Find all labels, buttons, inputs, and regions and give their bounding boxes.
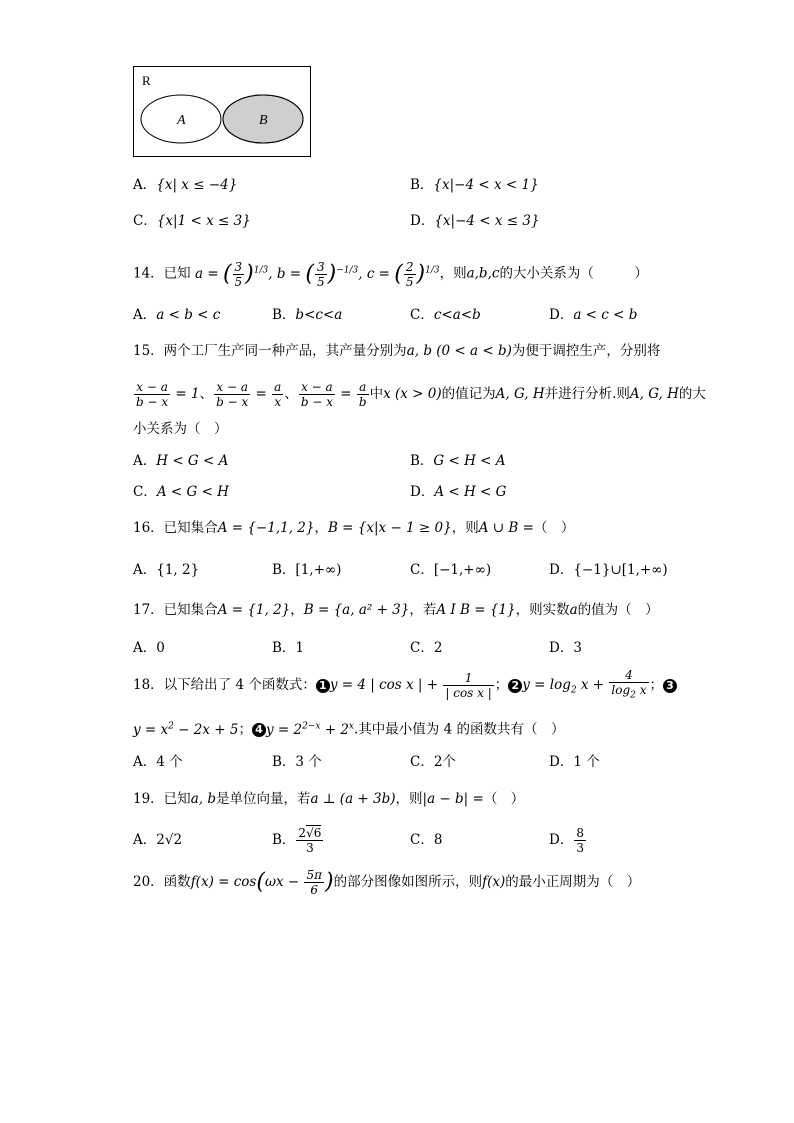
q16-option-d[interactable] (549, 560, 668, 580)
q16-prefix: 16．已知集合 (133, 520, 218, 536)
option-expr: {x|−4 < x < 1} (433, 177, 539, 193)
circled-2-icon: 2 (508, 679, 522, 693)
q17-option-d[interactable] (549, 638, 582, 658)
q17-mid: ，若 (409, 602, 437, 618)
q18-option-a[interactable] (133, 752, 183, 772)
q15-x-cond: x (x > 0) (383, 386, 442, 402)
option-expr: {1, 2} (156, 562, 200, 578)
option-expr: [−1,+∞) (433, 562, 492, 578)
option-letter: C． (410, 754, 434, 770)
q14-option-d[interactable] (549, 305, 637, 325)
circled-4-icon: 4 (252, 723, 266, 737)
option-expr: 3 (573, 640, 582, 656)
q20-tail: 的最小正周期为（ ） (505, 874, 641, 890)
q18-f1: y = 4 | cos x | + $\frac{1}{\text{| cos x |}}$ (329, 671, 492, 700)
q14-vars: a,b,c (466, 265, 500, 282)
q17-tail: ，则实数 (515, 602, 570, 618)
q19-stem (133, 789, 524, 809)
q16-option-c[interactable] (410, 560, 491, 580)
q15-option-c[interactable] (133, 482, 229, 502)
option-letter: C． (410, 640, 434, 656)
q20-stem (133, 865, 640, 900)
q14-option-a[interactable] (133, 305, 220, 325)
q14-tail: 的大小关系为（ ） (499, 265, 648, 282)
option-letter: B． (272, 754, 296, 770)
q15-text: 中 (369, 386, 384, 402)
q19-option-c[interactable] (410, 830, 442, 850)
option-letter: B． (272, 640, 296, 656)
q17-prefix: 17．已知集合 (133, 602, 218, 618)
q19-tail: （ ） (483, 791, 525, 807)
q20-prefix: 20．函数 (133, 874, 191, 890)
option-letter: B． (272, 307, 296, 323)
option-expr: H < G < A (156, 453, 229, 469)
option-letter: B． (272, 832, 296, 848)
option-letter: D． (549, 307, 574, 323)
option-expr: 8 (433, 832, 443, 848)
q18-line2: $y = x^2 - 2x + 5$； 4 $y = 2^{2-x} + 2^x$.其中最小值为 4 的函数共有（ ） (133, 721, 565, 738)
option-expr: b<c<a (295, 307, 343, 323)
q18-option-c[interactable] (410, 752, 456, 772)
option-expr: 0 (156, 640, 165, 656)
q18-tail: .其中最小值为 4 的函数共有（ ） (354, 721, 565, 738)
option-expr: c<a<b (433, 307, 481, 323)
option-expr: G < H < A (433, 453, 506, 469)
option-expr: $\frac{8}{3}$ (576, 826, 584, 855)
q15-text: 为便于调控生产，分别将 (511, 343, 661, 359)
q14-option-b[interactable] (272, 305, 342, 325)
q15-text: 的大 (678, 386, 706, 402)
q15-agh: A, G, H (495, 386, 545, 402)
universe-label: R (142, 73, 151, 88)
q18-f2: $y = \log_2 x$ + $\frac{4}{\log_2 x}$ (522, 668, 647, 701)
option-expr: [1,+∞) (295, 562, 342, 578)
q20-func: f(x) = cos(ωx − $\frac{5\pi}{6}$ ) (190, 868, 334, 897)
q17-var: a (569, 602, 578, 618)
option-expr: {x|−4 < x ≤ 3} (434, 213, 540, 229)
option-letter: C． (133, 213, 157, 229)
option-expr: 3 个 (295, 754, 322, 770)
option-expr: {x|1 < x ≤ 3} (156, 213, 251, 229)
q19-prefix: 19．已知 (133, 791, 191, 807)
option-letter: D． (549, 562, 574, 578)
option-expr: 4 个 (156, 754, 183, 770)
q17-set-a: A = {1, 2} (217, 602, 291, 618)
option-letter: D． (410, 213, 435, 229)
q16-stem: 16．已知集合A = {−1,1, 2}，B = {x|x − 1 ≥ 0}，则A ∪ B =（ ） (133, 520, 575, 536)
q20-fx: f(x) (482, 874, 506, 890)
q15-text: 的值记为 (441, 386, 496, 402)
q20-mid: 的部分图像如图所示，则 (333, 874, 483, 890)
option-expr: 2√2 (156, 832, 183, 848)
q17-option-b[interactable] (272, 638, 304, 658)
q18-f4: $y = 2^{2-x} + 2^x$ (265, 721, 354, 738)
option-expr: a < b < c (156, 307, 221, 323)
q13-option-b[interactable] (410, 175, 539, 195)
q16-tail: （ ） (533, 520, 575, 536)
q15-agh2: A, G, H (629, 386, 679, 402)
option-expr: {x| x ≤ −4} (156, 177, 238, 193)
q17-stem: 17．已知集合A = {1, 2}，B = {a, a² + 3}，若A I B = {1}，则实数a的值为（ ） (133, 602, 659, 618)
q15-vars-ab: a, b (0 < a < b) (406, 343, 512, 359)
option-letter: A． (133, 640, 157, 656)
option-expr: 1 个 (573, 754, 600, 770)
option-expr: a < c < b (573, 307, 638, 323)
option-expr: 2个 (433, 754, 456, 770)
q19-mid2: ，则 (395, 791, 423, 807)
option-letter: D． (549, 640, 574, 656)
q18-f3: $y = x^2 - 2x + 5$ (133, 721, 239, 738)
q17-option-a[interactable] (133, 638, 165, 658)
q14-option-c[interactable] (410, 305, 481, 325)
circled-1-icon: 1 (316, 679, 330, 693)
q17-tail2: 的值为（ ） (577, 602, 659, 618)
q17-option-c[interactable] (410, 638, 442, 658)
option-expr: A < G < H (156, 484, 229, 500)
q16-option-b[interactable] (272, 560, 341, 580)
q19-cond: a ⊥ (a + 3b) (310, 791, 396, 807)
q19-option-a[interactable] (133, 830, 182, 850)
q19-vecs: a, b (190, 791, 216, 807)
q15-line2: $\frac{x - a}{b - x}$ = 1、 $\frac{x - a}{b - x}$ = $\frac{a}{x}$ 、 $\frac{x - a}{b - x}$ = $\frac{a}{b}$ 中x (x > 0)的值记为A, G, H并进行分析.则A, G, H的大 (133, 377, 706, 411)
q15-eq2: $\frac{x - a}{b - x}$ = $\frac{a}{x}$ (216, 380, 282, 409)
option-letter: D． (549, 754, 574, 770)
option-expr: {−1}∪[1,+∞) (573, 562, 668, 578)
q14-stem (133, 256, 648, 289)
q15-option-a[interactable] (133, 451, 228, 471)
option-letter: C． (133, 484, 157, 500)
option-letter: B． (410, 177, 434, 193)
option-letter: A． (133, 562, 157, 578)
q15-line3: 小关系为（ ） (133, 421, 228, 437)
option-expr: 2 (433, 640, 443, 656)
q19-expr: |a − b| = (422, 791, 484, 807)
q13-option-d[interactable] (410, 211, 540, 231)
option-letter: B． (410, 453, 434, 469)
q16-option-a[interactable] (133, 560, 199, 580)
q19-mid: 是单位向量，若 (215, 791, 311, 807)
option-expr: $\frac{2√6}{3}$ (298, 826, 322, 855)
set-b-label: B (259, 113, 268, 128)
venn-diagram (133, 66, 311, 157)
option-expr: 1 (295, 640, 305, 656)
q18-line1: 18．以下给出了 4 个函数式： 1 y = 4 | cos x | + $\frac{1}{\text{| cos x |}}$ ； 2 $y = \log_2 x$ + $\frac{4}{\log_2 x}$ ； 3 (133, 668, 677, 708)
option-letter: C． (410, 562, 434, 578)
q19-option-d[interactable] (549, 823, 587, 857)
q16-set-a: A = {−1,1, 2} (217, 520, 315, 536)
q16-set-b: B = {x|x − 1 ≥ 0} (327, 520, 452, 536)
q15-line1 (133, 341, 660, 361)
set-a-label: A (177, 113, 186, 128)
q15-eq1: $\frac{x - a}{b - x}$ = 1 (136, 380, 200, 409)
q14-a-def: a = ( $\frac{3}{5}$ )$^{1/3}$, b = ( $\frac{3}{5}$ )$^{-1/3}$, c = ( $\frac{2}{5}$ )$^{1/3}$ (194, 259, 440, 289)
option-letter: D． (410, 484, 435, 500)
q15-option-d[interactable] (410, 482, 506, 502)
q17-cond: A I B = {1} (436, 602, 516, 618)
option-letter: D． (549, 832, 574, 848)
q15-eq3: $\frac{x - a}{b - x}$ = $\frac{a}{b}$ (300, 380, 367, 409)
q15-text: 并进行分析.则 (544, 386, 630, 402)
option-letter: A． (133, 832, 157, 848)
q16-union: A ∪ B = (478, 520, 534, 536)
q13-option-a[interactable] (133, 175, 237, 195)
q19-option-b[interactable] (272, 823, 324, 857)
q18-option-b[interactable] (272, 752, 322, 772)
q15-option-b[interactable] (410, 451, 506, 471)
circled-3-icon: 3 (663, 679, 677, 693)
option-letter: A． (133, 307, 157, 323)
option-letter: C． (410, 832, 434, 848)
option-letter: A． (133, 453, 157, 469)
q14-suffix: ，则 (439, 265, 467, 282)
option-letter: C． (410, 307, 434, 323)
q15-text: 15．两个工厂生产同一种产品，其产量分别为 (133, 343, 407, 359)
q18-option-d[interactable] (549, 752, 600, 772)
q17-set-b: B = {a, a² + 3} (303, 602, 410, 618)
q18-prefix: 18．以下给出了 4 个函数式： (133, 677, 316, 693)
q13-option-c[interactable] (133, 211, 251, 231)
option-letter: B． (272, 562, 296, 578)
q14-prefix: 14．已知 (133, 265, 191, 282)
option-letter: A． (133, 754, 157, 770)
q16-mid: ，则 (451, 520, 479, 536)
option-letter: A． (133, 177, 157, 193)
option-expr: A < H < G (434, 484, 507, 500)
